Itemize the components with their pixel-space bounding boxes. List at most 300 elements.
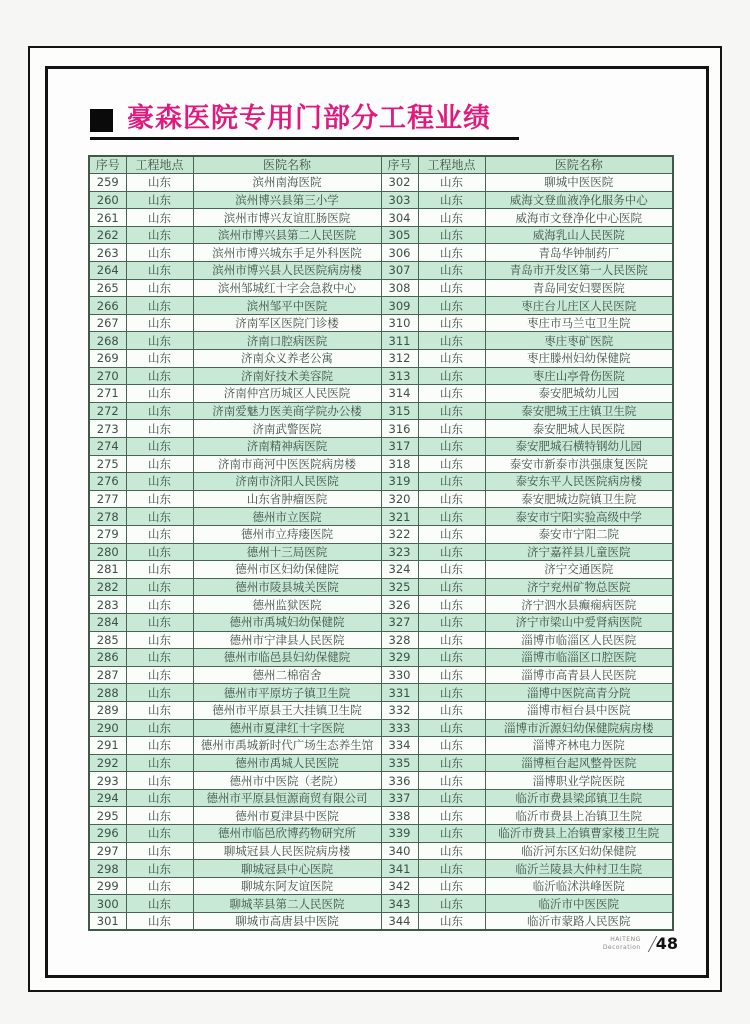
location-cell: 山东 <box>126 209 193 227</box>
hospital-name-cell: 德州市禹城人民医院 <box>193 754 381 772</box>
serial-cell: 319 <box>381 473 418 491</box>
location-cell: 山东 <box>418 420 485 438</box>
hospital-name-cell: 临沂市费县上冶镇卫生院 <box>485 807 673 825</box>
location-cell: 山东 <box>418 842 485 860</box>
page-title-block <box>90 105 519 140</box>
table-row <box>89 613 673 631</box>
hospital-name-cell: 德州市宁津县人民医院 <box>193 631 381 649</box>
location-cell: 山东 <box>126 631 193 649</box>
location-cell: 山东 <box>418 613 485 631</box>
header-serial: 序号 <box>89 156 126 174</box>
header-location: 工程地点 <box>126 156 193 174</box>
hospital-name-cell: 聊城东阿友谊医院 <box>193 877 381 895</box>
location-cell: 山东 <box>418 508 485 526</box>
table-row <box>89 596 673 614</box>
table-row <box>89 262 673 280</box>
serial-cell: 290 <box>89 719 126 737</box>
serial-cell: 261 <box>89 209 126 227</box>
hospital-name-cell: 聊城中医医院 <box>485 174 673 192</box>
table-row <box>89 490 673 508</box>
serial-cell: 294 <box>89 789 126 807</box>
serial-cell: 330 <box>381 666 418 684</box>
location-cell: 山东 <box>126 473 193 491</box>
location-cell: 山东 <box>126 842 193 860</box>
hospital-name-cell: 滨州市博兴城东手足外科医院 <box>193 244 381 262</box>
hospital-table-body <box>89 174 673 931</box>
table-row <box>89 754 673 772</box>
location-cell: 山东 <box>126 737 193 755</box>
location-cell: 山东 <box>418 561 485 579</box>
serial-cell: 269 <box>89 350 126 368</box>
location-cell: 山东 <box>418 385 485 403</box>
location-cell: 山东 <box>126 191 193 209</box>
table-row <box>89 332 673 350</box>
hospital-name-cell: 青岛市开发区第一人民医院 <box>485 262 673 280</box>
location-cell: 山东 <box>126 913 193 931</box>
location-cell: 山东 <box>126 684 193 702</box>
location-cell: 山东 <box>418 895 485 913</box>
hospital-name-cell: 临沂临沭洪峰医院 <box>485 877 673 895</box>
hospital-name-cell: 泰安市宁阳二院 <box>485 525 673 543</box>
hospital-name-cell: 滨州市博兴县人民医院病房楼 <box>193 262 381 280</box>
serial-cell: 284 <box>89 613 126 631</box>
table-row <box>89 402 673 420</box>
hospital-name-cell: 济南市济阳人民医院 <box>193 473 381 491</box>
serial-cell: 341 <box>381 860 418 878</box>
hospital-name-cell: 德州市陵县城关医院 <box>193 578 381 596</box>
location-cell: 山东 <box>126 719 193 737</box>
location-cell: 山东 <box>418 649 485 667</box>
serial-cell: 278 <box>89 508 126 526</box>
serial-cell: 299 <box>89 877 126 895</box>
serial-cell: 334 <box>381 737 418 755</box>
serial-cell: 288 <box>89 684 126 702</box>
location-cell: 山东 <box>418 825 485 843</box>
location-cell: 山东 <box>126 297 193 315</box>
serial-cell: 283 <box>89 596 126 614</box>
serial-cell: 304 <box>381 209 418 227</box>
hospital-name-cell: 济宁兖州矿物总医院 <box>485 578 673 596</box>
serial-cell: 302 <box>381 174 418 192</box>
table-row <box>89 279 673 297</box>
location-cell: 山东 <box>126 332 193 350</box>
table-row <box>89 701 673 719</box>
hospital-name-cell: 淄博市高青县人民医院 <box>485 666 673 684</box>
serial-cell: 312 <box>381 350 418 368</box>
serial-cell: 335 <box>381 754 418 772</box>
location-cell: 山东 <box>418 737 485 755</box>
hospital-name-cell: 济南爱魅力医美商学院办公楼 <box>193 402 381 420</box>
location-cell: 山东 <box>126 701 193 719</box>
table-row <box>89 913 673 931</box>
table-row <box>89 895 673 913</box>
hospital-name-cell: 济南众义养老公寓 <box>193 350 381 368</box>
hospital-name-cell: 聊城市高唐县中医院 <box>193 913 381 931</box>
table-row <box>89 455 673 473</box>
location-cell: 山东 <box>126 649 193 667</box>
serial-cell: 317 <box>381 438 418 456</box>
table-row <box>89 525 673 543</box>
serial-cell: 328 <box>381 631 418 649</box>
table-row <box>89 226 673 244</box>
table-row <box>89 825 673 843</box>
table-row <box>89 438 673 456</box>
hospital-name-cell: 德州市区妇幼保健院 <box>193 561 381 579</box>
table-row <box>89 350 673 368</box>
serial-cell: 281 <box>89 561 126 579</box>
hospital-name-cell: 德州市夏津红十字医院 <box>193 719 381 737</box>
serial-cell: 274 <box>89 438 126 456</box>
serial-cell: 344 <box>381 913 418 931</box>
hospital-name-cell: 枣庄台儿庄区人民医院 <box>485 297 673 315</box>
location-cell: 山东 <box>418 525 485 543</box>
serial-cell: 265 <box>89 279 126 297</box>
serial-cell: 327 <box>381 613 418 631</box>
table-row <box>89 842 673 860</box>
hospital-name-cell: 威海市文登净化中心医院 <box>485 209 673 227</box>
hospital-name-cell: 临沂市蒙路人民医院 <box>485 913 673 931</box>
serial-cell: 280 <box>89 543 126 561</box>
table-row <box>89 508 673 526</box>
hospital-name-cell: 青岛同安妇婴医院 <box>485 279 673 297</box>
serial-cell: 296 <box>89 825 126 843</box>
serial-cell: 323 <box>381 543 418 561</box>
header-hospital-name: 医院名称 <box>485 156 673 174</box>
location-cell: 山东 <box>126 262 193 280</box>
hospital-name-cell: 临沂市中医医院 <box>485 895 673 913</box>
location-cell: 山东 <box>126 455 193 473</box>
table-row <box>89 578 673 596</box>
location-cell: 山东 <box>418 719 485 737</box>
hospital-name-cell: 滨州南海医院 <box>193 174 381 192</box>
serial-cell: 306 <box>381 244 418 262</box>
hospital-name-cell: 淄博职业学院医院 <box>485 772 673 790</box>
hospital-name-cell: 泰安肥城人民医院 <box>485 420 673 438</box>
serial-cell: 276 <box>89 473 126 491</box>
table-row <box>89 209 673 227</box>
footer-brand-line1: HAITENG <box>610 936 641 944</box>
location-cell: 山东 <box>418 350 485 368</box>
serial-cell: 316 <box>381 420 418 438</box>
header-serial: 序号 <box>381 156 418 174</box>
hospital-name-cell: 泰安东平人民医院病房楼 <box>485 473 673 491</box>
serial-cell: 322 <box>381 525 418 543</box>
serial-cell: 264 <box>89 262 126 280</box>
location-cell: 山东 <box>418 772 485 790</box>
serial-cell: 336 <box>381 772 418 790</box>
location-cell: 山东 <box>126 860 193 878</box>
serial-cell: 291 <box>89 737 126 755</box>
hospital-name-cell: 临沂河东区妇幼保健院 <box>485 842 673 860</box>
serial-cell: 331 <box>381 684 418 702</box>
hospital-name-cell: 德州市中医院（老院） <box>193 772 381 790</box>
hospital-name-cell: 滨州市博兴友谊肛肠医院 <box>193 209 381 227</box>
serial-cell: 343 <box>381 895 418 913</box>
serial-cell: 272 <box>89 402 126 420</box>
hospital-name-cell: 济南精神病医院 <box>193 438 381 456</box>
table-row <box>89 631 673 649</box>
serial-cell: 277 <box>89 490 126 508</box>
title-bullet-square <box>90 109 113 132</box>
hospital-name-cell: 淄博市临淄区人民医院 <box>485 631 673 649</box>
hospital-name-cell: 枣庄滕州妇幼保健院 <box>485 350 673 368</box>
header-hospital-name: 医院名称 <box>193 156 381 174</box>
footer-brand <box>603 936 641 950</box>
serial-cell: 311 <box>381 332 418 350</box>
location-cell: 山东 <box>126 385 193 403</box>
table-row <box>89 314 673 332</box>
location-cell: 山东 <box>418 684 485 702</box>
serial-cell: 321 <box>381 508 418 526</box>
location-cell: 山东 <box>418 701 485 719</box>
location-cell: 山东 <box>126 508 193 526</box>
table-row <box>89 191 673 209</box>
footer-brand-line2: Decoration <box>602 943 641 951</box>
table-row <box>89 719 673 737</box>
serial-cell: 313 <box>381 367 418 385</box>
hospital-name-cell: 济南军区医院门诊楼 <box>193 314 381 332</box>
hospital-name-cell: 德州市禹城新时代广场生态养生馆 <box>193 737 381 755</box>
location-cell: 山东 <box>126 367 193 385</box>
hospital-name-cell: 济宁市梁山中爱肾病医院 <box>485 613 673 631</box>
serial-cell: 301 <box>89 913 126 931</box>
hospital-name-cell: 淄博齐林电力医院 <box>485 737 673 755</box>
location-cell: 山东 <box>126 613 193 631</box>
hospital-name-cell: 德州监狱医院 <box>193 596 381 614</box>
location-cell: 山东 <box>126 314 193 332</box>
hospital-name-cell: 泰安肥城王庄镇卫生院 <box>485 402 673 420</box>
location-cell: 山东 <box>126 578 193 596</box>
location-cell: 山东 <box>418 262 485 280</box>
table-row <box>89 684 673 702</box>
hospital-name-cell: 临沂市费县梁邱镇卫生院 <box>485 789 673 807</box>
page-title: 豪森医院专用门部分工程业绩 <box>127 103 491 134</box>
location-cell: 山东 <box>418 438 485 456</box>
serial-cell: 337 <box>381 789 418 807</box>
location-cell: 山东 <box>418 860 485 878</box>
table-row <box>89 789 673 807</box>
page-inner-frame <box>45 66 709 978</box>
table-row <box>89 737 673 755</box>
location-cell: 山东 <box>418 913 485 931</box>
hospital-name-cell: 滨州邹平中医院 <box>193 297 381 315</box>
hospital-name-cell: 德州十三局医院 <box>193 543 381 561</box>
hospital-name-cell: 德州市立医院 <box>193 508 381 526</box>
hospital-name-cell: 泰安市宁阳实验高级中学 <box>485 508 673 526</box>
location-cell: 山东 <box>126 174 193 192</box>
serial-cell: 325 <box>381 578 418 596</box>
serial-cell: 318 <box>381 455 418 473</box>
hospital-name-cell: 德州二棉宿舍 <box>193 666 381 684</box>
table-row <box>89 244 673 262</box>
location-cell: 山东 <box>126 350 193 368</box>
location-cell: 山东 <box>126 596 193 614</box>
serial-cell: 263 <box>89 244 126 262</box>
table-row <box>89 174 673 192</box>
serial-cell: 309 <box>381 297 418 315</box>
location-cell: 山东 <box>126 420 193 438</box>
location-cell: 山东 <box>418 490 485 508</box>
hospital-name-cell: 济宁交通医院 <box>485 561 673 579</box>
serial-cell: 293 <box>89 772 126 790</box>
location-cell: 山东 <box>126 754 193 772</box>
serial-cell: 271 <box>89 385 126 403</box>
hospital-name-cell: 临沂兰陵县大仲村卫生院 <box>485 860 673 878</box>
serial-cell: 287 <box>89 666 126 684</box>
hospital-name-cell: 济南好技术美容院 <box>193 367 381 385</box>
serial-cell: 289 <box>89 701 126 719</box>
serial-cell: 324 <box>381 561 418 579</box>
serial-cell: 333 <box>381 719 418 737</box>
serial-cell: 310 <box>381 314 418 332</box>
table-row <box>89 420 673 438</box>
location-cell: 山东 <box>126 279 193 297</box>
location-cell: 山东 <box>418 789 485 807</box>
location-cell: 山东 <box>418 191 485 209</box>
hospital-name-cell: 淄博中医院高青分院 <box>485 684 673 702</box>
location-cell: 山东 <box>126 772 193 790</box>
location-cell: 山东 <box>418 174 485 192</box>
table-row <box>89 561 673 579</box>
serial-cell: 339 <box>381 825 418 843</box>
serial-cell: 268 <box>89 332 126 350</box>
serial-cell: 275 <box>89 455 126 473</box>
serial-cell: 292 <box>89 754 126 772</box>
table-header-row <box>89 156 673 174</box>
location-cell: 山东 <box>418 244 485 262</box>
location-cell: 山东 <box>126 490 193 508</box>
hospital-name-cell: 聊城冠县人民医院病房楼 <box>193 842 381 860</box>
page-number: 48 <box>655 934 678 953</box>
serial-cell: 260 <box>89 191 126 209</box>
table-row <box>89 649 673 667</box>
hospital-name-cell: 德州市立痔瘘医院 <box>193 525 381 543</box>
hospital-name-cell: 聊城冠县中心医院 <box>193 860 381 878</box>
serial-cell: 285 <box>89 631 126 649</box>
hospital-name-cell: 淄博市桓台县中医院 <box>485 701 673 719</box>
hospital-name-cell: 淄博桓台起风整骨医院 <box>485 754 673 772</box>
hospital-name-cell: 淄博市沂源妇幼保健院病房楼 <box>485 719 673 737</box>
serial-cell: 266 <box>89 297 126 315</box>
hospital-name-cell: 威海乳山人民医院 <box>485 226 673 244</box>
hospital-name-cell: 德州市夏津县中医院 <box>193 807 381 825</box>
location-cell: 山东 <box>418 279 485 297</box>
serial-cell: 303 <box>381 191 418 209</box>
serial-cell: 332 <box>381 701 418 719</box>
location-cell: 山东 <box>418 631 485 649</box>
location-cell: 山东 <box>418 367 485 385</box>
hospital-name-cell: 泰安市新泰市洪强康复医院 <box>485 455 673 473</box>
location-cell: 山东 <box>418 596 485 614</box>
hospital-name-cell: 滨州邹城红十字会急救中心 <box>193 279 381 297</box>
hospital-name-cell: 枣庄枣矿医院 <box>485 332 673 350</box>
location-cell: 山东 <box>418 209 485 227</box>
location-cell: 山东 <box>126 543 193 561</box>
location-cell: 山东 <box>126 807 193 825</box>
hospital-name-cell: 济南口腔病医院 <box>193 332 381 350</box>
hospital-name-cell: 泰安肥城石横特钢幼儿园 <box>485 438 673 456</box>
serial-cell: 273 <box>89 420 126 438</box>
serial-cell: 342 <box>381 877 418 895</box>
location-cell: 山东 <box>126 789 193 807</box>
location-cell: 山东 <box>418 297 485 315</box>
table-row <box>89 543 673 561</box>
header-location: 工程地点 <box>418 156 485 174</box>
location-cell: 山东 <box>126 525 193 543</box>
location-cell: 山东 <box>418 578 485 596</box>
location-cell: 山东 <box>418 754 485 772</box>
location-cell: 山东 <box>418 332 485 350</box>
hospital-name-cell: 滨州市博兴县第二人民医院 <box>193 226 381 244</box>
location-cell: 山东 <box>126 877 193 895</box>
table-row <box>89 807 673 825</box>
table-row <box>89 666 673 684</box>
table-row <box>89 297 673 315</box>
hospital-name-cell: 德州市临邑欣博药物研究所 <box>193 825 381 843</box>
hospital-name-cell: 德州市临邑县妇幼保健院 <box>193 649 381 667</box>
footer-slash-mark <box>638 936 657 952</box>
hospital-name-cell: 济宁嘉祥县儿童医院 <box>485 543 673 561</box>
serial-cell: 308 <box>381 279 418 297</box>
location-cell: 山东 <box>126 402 193 420</box>
hospital-name-cell: 聊城莘县第二人民医院 <box>193 895 381 913</box>
hospital-name-cell: 威海文登血液净化服务中心 <box>485 191 673 209</box>
location-cell: 山东 <box>418 314 485 332</box>
location-cell: 山东 <box>418 473 485 491</box>
serial-cell: 326 <box>381 596 418 614</box>
location-cell: 山东 <box>418 402 485 420</box>
hospital-name-cell: 德州市平原县恒源商贸有限公司 <box>193 789 381 807</box>
table-row <box>89 860 673 878</box>
location-cell: 山东 <box>126 666 193 684</box>
serial-cell: 298 <box>89 860 126 878</box>
location-cell: 山东 <box>126 561 193 579</box>
serial-cell: 338 <box>381 807 418 825</box>
table-row <box>89 385 673 403</box>
table-row <box>89 877 673 895</box>
location-cell: 山东 <box>126 895 193 913</box>
hospital-name-cell: 泰安肥城边院镇卫生院 <box>485 490 673 508</box>
page-footer <box>603 934 678 953</box>
hospital-name-cell: 枣庄山亭骨伤医院 <box>485 367 673 385</box>
location-cell: 山东 <box>126 226 193 244</box>
location-cell: 山东 <box>126 825 193 843</box>
hospital-table-wrap <box>88 155 674 931</box>
serial-cell: 320 <box>381 490 418 508</box>
table-row <box>89 772 673 790</box>
hospital-name-cell: 德州市平原坊子镇卫生院 <box>193 684 381 702</box>
location-cell: 山东 <box>418 226 485 244</box>
serial-cell: 315 <box>381 402 418 420</box>
hospital-name-cell: 临沂市费县上冶镇曹家楼卫生院 <box>485 825 673 843</box>
hospital-name-cell: 淄博市临淄区口腔医院 <box>485 649 673 667</box>
location-cell: 山东 <box>126 244 193 262</box>
hospital-name-cell: 泰安肥城幼儿园 <box>485 385 673 403</box>
serial-cell: 307 <box>381 262 418 280</box>
serial-cell: 340 <box>381 842 418 860</box>
serial-cell: 314 <box>381 385 418 403</box>
hospital-name-cell: 济南仲宫历城区人民医院 <box>193 385 381 403</box>
location-cell: 山东 <box>418 543 485 561</box>
hospital-name-cell: 德州市禹城妇幼保健院 <box>193 613 381 631</box>
serial-cell: 279 <box>89 525 126 543</box>
location-cell: 山东 <box>418 877 485 895</box>
table-row <box>89 367 673 385</box>
hospital-name-cell: 滨州博兴县第三小学 <box>193 191 381 209</box>
serial-cell: 282 <box>89 578 126 596</box>
location-cell: 山东 <box>418 666 485 684</box>
serial-cell: 297 <box>89 842 126 860</box>
